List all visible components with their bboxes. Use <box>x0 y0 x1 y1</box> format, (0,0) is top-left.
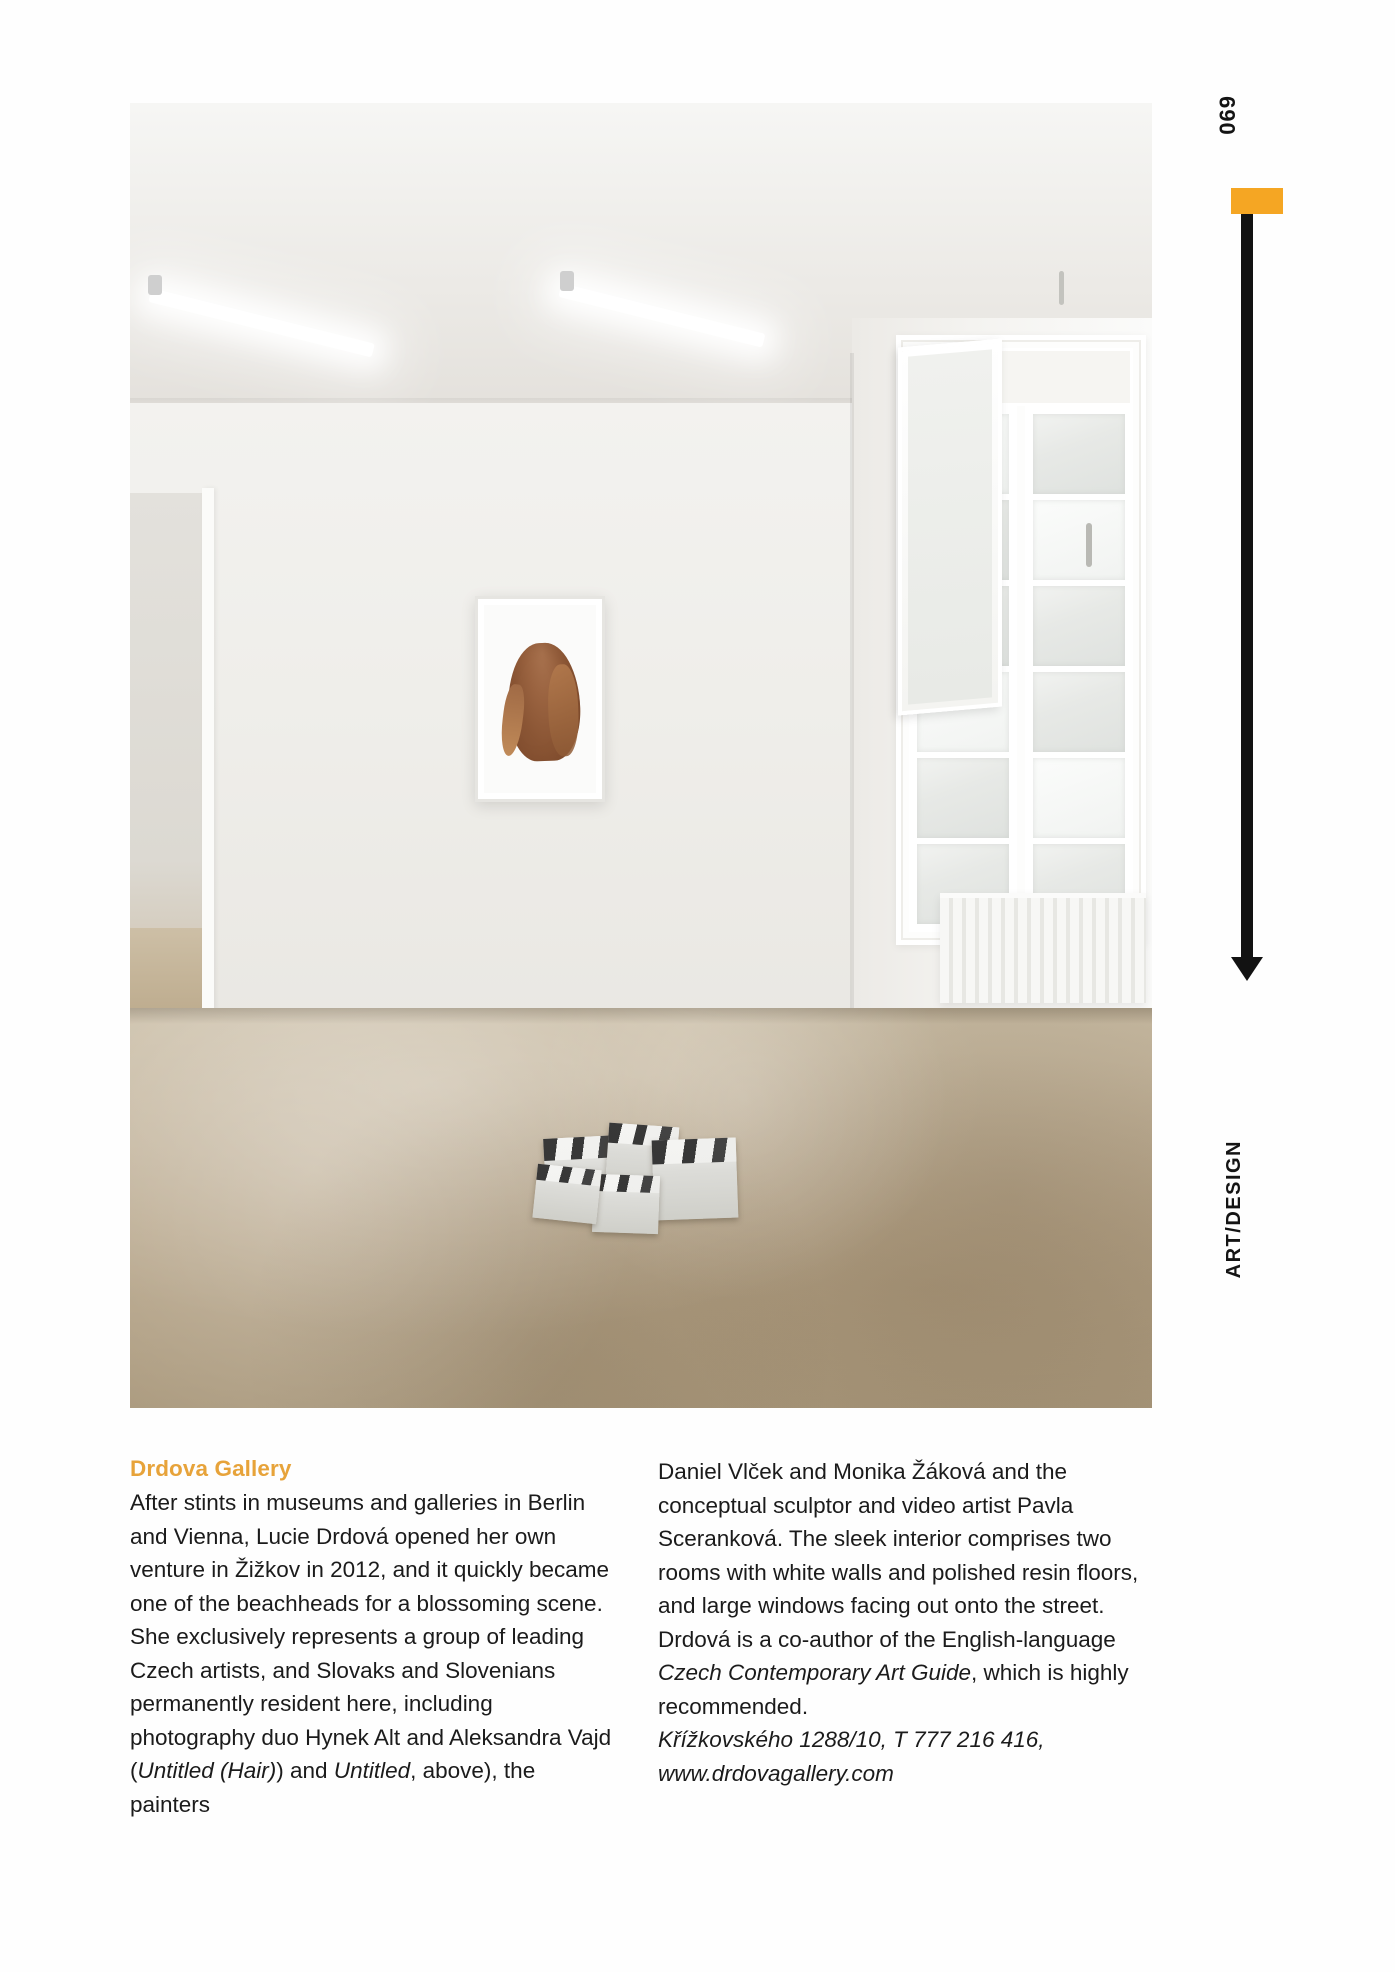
tube-mount <box>560 271 574 291</box>
tube-mount <box>148 275 162 295</box>
paper-stack <box>532 1164 601 1224</box>
window-pane <box>1033 500 1125 580</box>
stack-top-print <box>593 1174 660 1194</box>
doorway-floor <box>130 928 208 1018</box>
window-pane <box>1033 414 1125 494</box>
hair-photograph <box>506 642 582 762</box>
doorway <box>130 493 211 1018</box>
paper-stack <box>652 1138 739 1221</box>
article-heading: Drdova Gallery <box>130 1456 292 1481</box>
paper-stack-sculpture <box>535 1123 765 1238</box>
window-pane <box>917 758 1009 838</box>
framed-artwork <box>475 596 605 802</box>
stack-top-print <box>652 1138 737 1165</box>
rail-marker-tab <box>1231 188 1283 214</box>
sash-glass <box>908 349 992 704</box>
window-pane <box>1033 672 1125 752</box>
article-text <box>130 1455 1150 1821</box>
door-jamb <box>202 488 214 1023</box>
window-pane <box>1033 758 1125 838</box>
paper-stack <box>592 1174 660 1234</box>
page-rail <box>1205 95 1295 1325</box>
open-window-sash <box>898 338 1002 715</box>
window-handle <box>1059 271 1064 305</box>
section-label: ART/DESIGN <box>1223 1140 1245 1279</box>
gallery-interior-photo <box>130 103 1152 1408</box>
rail-bar <box>1241 214 1253 959</box>
window-pane <box>1033 586 1125 666</box>
rail-arrow-icon <box>1231 957 1263 981</box>
window-handle <box>1086 523 1092 567</box>
text-column-left <box>130 1455 620 1821</box>
page-number: 069 <box>1215 95 1240 135</box>
wall-corner <box>850 353 854 1053</box>
radiator <box>940 893 1146 1003</box>
contact-line: Křížkovského 1288/10, T 777 216 416, www.drdovagallery.com <box>658 1727 1045 1786</box>
article-body-left: After stints in museums and galleries in Berlin and Vienna, Lucie Drdová opened her own venture in Žižkov in 2012, and it quickly became one of the beachheads for a blossoming scene. She exclusively represents a group of leading Czech artists, and Slovaks and Slovenians permanently resident here, including photography duo Hynek Alt and Aleksandra Vajd (Untitled (Hair)) and Untitled, above), the painters <box>130 1490 612 1817</box>
window-pane-column <box>1025 406 1133 932</box>
article-body-right: Daniel Vlček and Monika Žáková and the conceptual sculptor and video artist Pavla Sceranková. The sleek interior comprises two rooms with white walls and polished resin floors, and large windows facing out onto the street. Drdová is a co-author of the English-language Czech Contemporary Art Guide, which is highly recommended. Křížkovského 1288/10, T 777 216 416, www.drdovagallery.com <box>658 1459 1139 1786</box>
text-column-right <box>658 1455 1148 1821</box>
artwork-mat <box>484 605 596 793</box>
